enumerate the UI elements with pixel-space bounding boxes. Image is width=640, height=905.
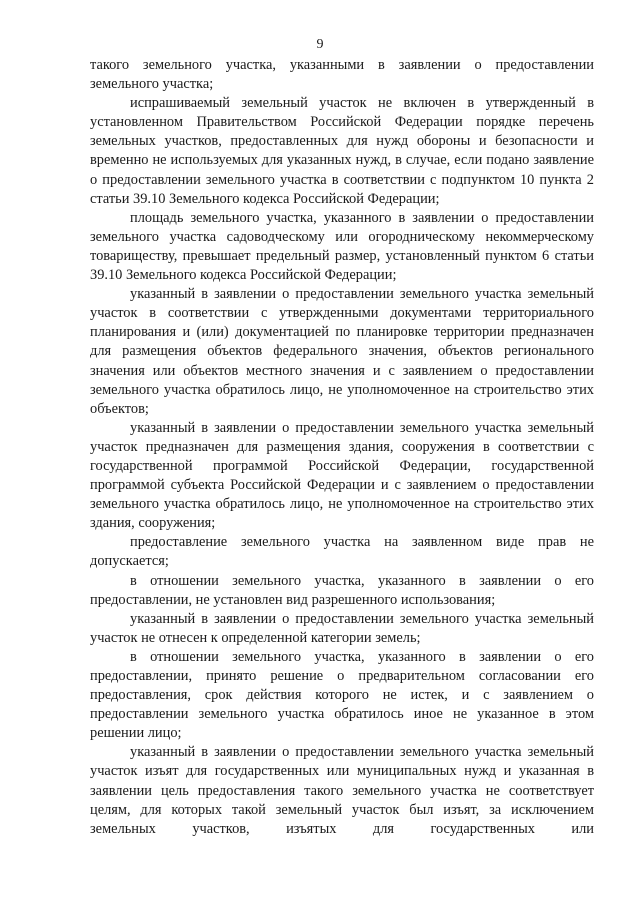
paragraph: указанный в заявлении о предоставлении земельного участка земельный участок не отнесен к определенной категории земель;: [90, 610, 594, 646]
paragraph: предоставление земельного участка на заявленном виде прав не допускается;: [90, 534, 594, 570]
page-number: 9: [316, 37, 324, 52]
paragraph: площадь земельного участка, указанного в заявлении о предоставлении земельного участка садоводческому или огородническому некоммерческому товариществу, превышает предельный размер, установленный пунктом 6 статьи 39.10 Земельного кодекса Российской Федерации;: [90, 209, 594, 284]
paragraph: испрашиваемый земельный участок не включен в утвержденный в установленном Правительством Российской Федерации порядке перечень земельных участков, предоставленных для нужд обороны и безопасности и временно не используемых для указанных нужд, в случае, если подано заявление о предоставлении земельного участка в соответствии с подпунктом 10 пункта 2 статьи 39.10 Земельного кодекса Российской Федерации;: [90, 95, 594, 207]
paragraph: указанный в заявлении о предоставлении земельного участка земельный участок изъят для государственных или муниципальных нужд и указанная в заявлении цель предоставления такого земельного участка не соответствует целям, для которых такой земельный участок был изъят, за исключением земельных участков, изъятых для государственных или: [90, 744, 594, 837]
document-body: [90, 56, 594, 839]
paragraph: такого земельного участка, указанными в заявлении о предоставлении земельного участка;: [90, 57, 594, 93]
paragraph: в отношении земельного участка, указанного в заявлении о его предоставлении, не установлен вид разрешенного использования;: [90, 572, 594, 608]
paragraph: указанный в заявлении о предоставлении земельного участка земельный участок предназначен для размещения здания, сооружения в соответствии с государственной программой Российской Федерации, государственной программой субъекта Российской Федерации и с заявлением о предоставлении земельного участка обратилось лицо, не уполномоченное на строительство этих здания, сооружения;: [90, 419, 594, 532]
paragraph: в отношении земельного участка, указанного в заявлении о его предоставлении, принято решение о предварительном согласовании его предоставления, срок действия которого не истек, и с заявлением о предоставлении земельного участка обратилось иное не указанное в этом решении лицо;: [90, 648, 594, 742]
paragraph: указанный в заявлении о предоставлении земельного участка земельный участок в соответствии с утвержденными документами территориального планирования и (или) документацией по планировке территории предназначен для размещения объектов федерального значения, объектов регионального значения или объектов местного значения и с заявлением о предоставлении земельного участка обратилось лицо, не уполномоченное на строительство этих объектов;: [90, 286, 594, 417]
